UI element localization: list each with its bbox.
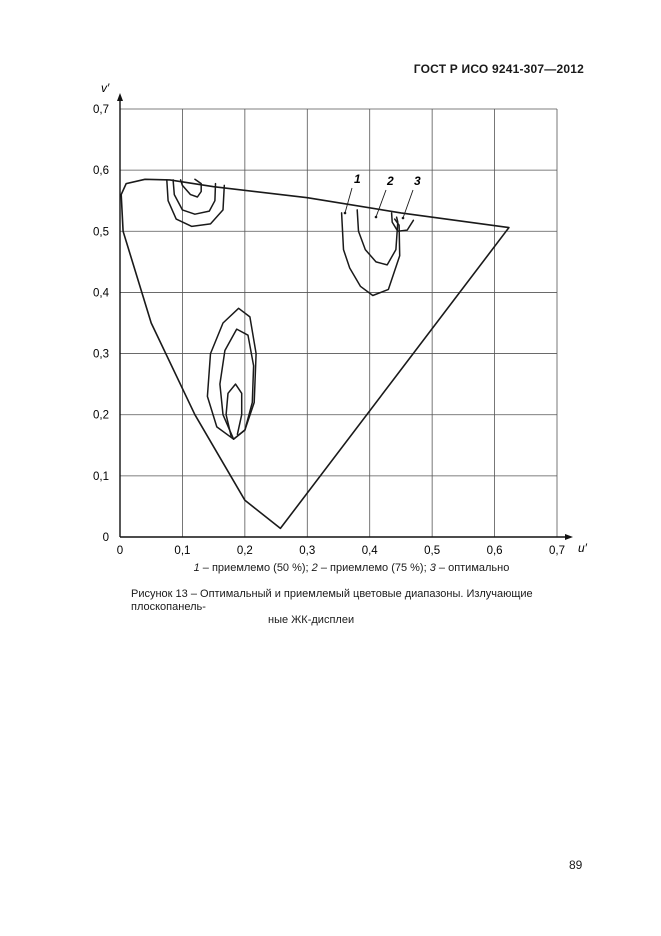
y-tick-label: 0,5	[93, 226, 109, 239]
legend-text-1: – приемлемо (50 %);	[199, 562, 312, 574]
region-1-acceptable-50-curve	[342, 213, 400, 296]
x-tick-label: 0,7	[549, 545, 565, 557]
x-tick-label: 0,6	[486, 545, 503, 557]
x-tick-labels	[117, 545, 565, 557]
y-tick-label: 0,4	[93, 287, 109, 300]
legend-text-3: – оптимально	[435, 562, 510, 574]
curve-label-leader	[345, 188, 352, 213]
x-axis-arrow	[565, 534, 573, 540]
curve-label-leader	[376, 190, 386, 217]
legend-number-1: 1	[193, 562, 200, 574]
curve-number-label: 2	[387, 174, 394, 188]
x-tick-label: 0,4	[361, 545, 378, 557]
caption-line-1: Рисунок 13 – Оптимальный и приемлемый цветовые диапазоны. Излучающие плоскопанель-	[131, 588, 533, 613]
figure-caption	[131, 588, 571, 627]
y-axis-arrow	[117, 93, 123, 101]
legend-number-3: 3	[429, 562, 436, 574]
curve-labels	[344, 172, 421, 219]
x-tick-label: 0,2	[236, 545, 253, 557]
region-2-acceptable-75-curve	[220, 329, 254, 439]
curve-label-dot	[402, 217, 405, 220]
chart-grid	[120, 109, 557, 537]
region-2-acceptable-75-curve	[173, 180, 215, 214]
region-1-acceptable-50-curve	[207, 308, 256, 439]
legend-number-2: 2	[311, 562, 318, 574]
standard-header: ГОСТ Р ИСО 9241-307—2012	[413, 62, 584, 76]
curve-label-dot	[375, 216, 378, 219]
chart-frame	[117, 93, 573, 540]
curve-number-label: 3	[414, 174, 421, 188]
y-tick-labels	[93, 104, 110, 544]
y-tick-label: 0,7	[93, 104, 109, 116]
x-tick-label: 0,5	[424, 545, 441, 557]
x-tick-label: 0,3	[299, 545, 316, 557]
x-tick-label: 0	[116, 545, 124, 557]
y-tick-label: 0,1	[93, 470, 109, 483]
x-tick-label: 0,1	[174, 545, 191, 557]
y-tick-label: 0,3	[93, 348, 109, 361]
x-axis-label: u′	[578, 541, 587, 555]
y-tick-label: 0,2	[93, 409, 109, 422]
page-number: 89	[569, 858, 583, 872]
y-tick-label: 0	[102, 532, 109, 544]
curve-label-dot	[344, 212, 347, 215]
region-3-optimal-curve	[392, 213, 414, 231]
figure-legend	[0, 562, 661, 574]
legend-text-2: – приемлемо (75 %);	[317, 562, 430, 574]
curve-number-label: 1	[354, 172, 361, 186]
y-axis-label: v′	[101, 81, 110, 95]
caption-line-2: ные ЖК-дисплеи	[268, 614, 355, 626]
y-tick-label: 0,6	[93, 165, 109, 178]
